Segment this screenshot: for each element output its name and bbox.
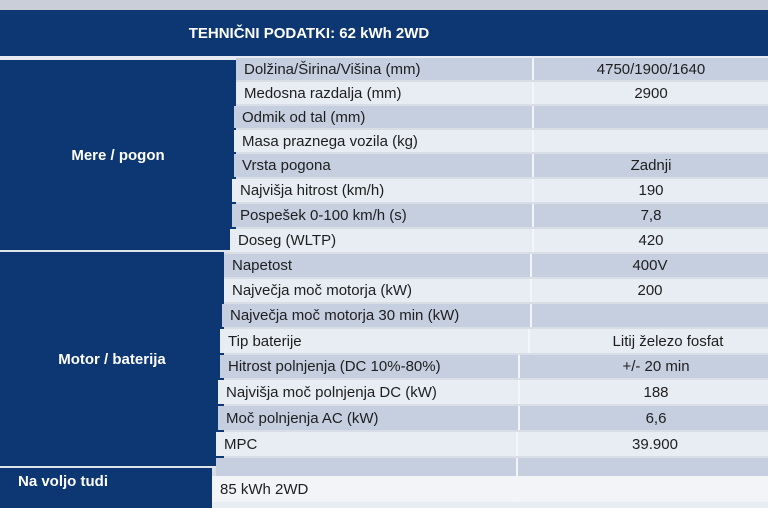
row-label: Doseg (WLTP) bbox=[230, 229, 534, 252]
row-value: 7,8 bbox=[640, 207, 662, 224]
row-value: 420 bbox=[638, 232, 664, 249]
row-value: 188 bbox=[643, 383, 669, 401]
row-value: Zadnji bbox=[630, 157, 672, 174]
page-title: TEHNIČNI PODATKI: 62 kWh 2WD bbox=[188, 24, 430, 42]
table-row bbox=[234, 130, 768, 152]
table-row bbox=[224, 279, 768, 302]
row-label: Masa praznega vozila (kg) bbox=[234, 130, 534, 152]
row-value: 200 bbox=[637, 282, 663, 299]
table-row bbox=[230, 229, 768, 252]
row-label: Moč polnjenja AC (kW) bbox=[218, 406, 520, 430]
table-row bbox=[218, 406, 768, 430]
row-label: Najvišja moč polnjenja DC (kW) bbox=[218, 380, 520, 404]
row-label: Odmik od tal (mm) bbox=[234, 106, 534, 128]
row-label: Vrsta pogona bbox=[234, 154, 534, 177]
section-label-dimensions: Mere / pogon bbox=[0, 60, 236, 250]
bottom-strip bbox=[0, 494, 212, 508]
row-value bbox=[532, 304, 768, 327]
row-value: +/- 20 min bbox=[622, 358, 690, 375]
row-value: 39.900 bbox=[632, 435, 678, 453]
table-row bbox=[236, 82, 768, 104]
table-row bbox=[232, 204, 768, 227]
row-value: 400V bbox=[632, 257, 668, 274]
table-row bbox=[232, 179, 768, 202]
row-value: 190 bbox=[638, 182, 664, 199]
table-row bbox=[234, 154, 768, 177]
table-row bbox=[220, 329, 768, 353]
table-row bbox=[236, 58, 768, 80]
row-label: Napetost bbox=[224, 254, 532, 277]
row-label: Hitrost polnjenja (DC 10%-80%) bbox=[220, 355, 520, 378]
row-value: Litij železo fosfat bbox=[612, 332, 724, 350]
row-label: Največja moč motorja (kW) bbox=[224, 279, 532, 302]
table-row bbox=[224, 254, 768, 277]
table-row bbox=[216, 458, 768, 476]
row-label: Dolžina/Širina/Višina (mm) bbox=[236, 58, 534, 80]
table-row bbox=[220, 355, 768, 378]
table-row bbox=[218, 380, 768, 404]
row-label: Pospešek 0-100 km/h (s) bbox=[232, 204, 534, 227]
row-value bbox=[534, 106, 768, 128]
row-label: Največja moč motorja 30 min (kW) bbox=[222, 304, 532, 327]
row-value: 6,6 bbox=[645, 409, 667, 427]
row-label: Najvišja hitrost (km/h) bbox=[232, 179, 534, 202]
row-label: MPC bbox=[216, 432, 518, 456]
section-label-motor-battery: Motor / baterija bbox=[0, 252, 224, 466]
table-row bbox=[222, 304, 768, 327]
row-value bbox=[534, 130, 768, 152]
table-row bbox=[216, 432, 768, 456]
table-row bbox=[212, 476, 768, 502]
row-value bbox=[516, 476, 768, 502]
row-value: 4750/1900/1640 bbox=[596, 60, 706, 78]
row-value bbox=[518, 458, 768, 476]
top-strip bbox=[0, 0, 768, 10]
title-bar bbox=[0, 10, 768, 56]
row-label: Tip baterije bbox=[220, 329, 530, 353]
row-label bbox=[216, 458, 518, 476]
row-label: Medosna razdalja (mm) bbox=[236, 82, 534, 104]
row-value: 2900 bbox=[634, 84, 668, 102]
row-label: 85 kWh 2WD bbox=[212, 476, 516, 502]
table-row bbox=[234, 106, 768, 128]
section-label-also-available: Na voljo tudi bbox=[0, 468, 212, 494]
table-row bbox=[212, 502, 768, 508]
